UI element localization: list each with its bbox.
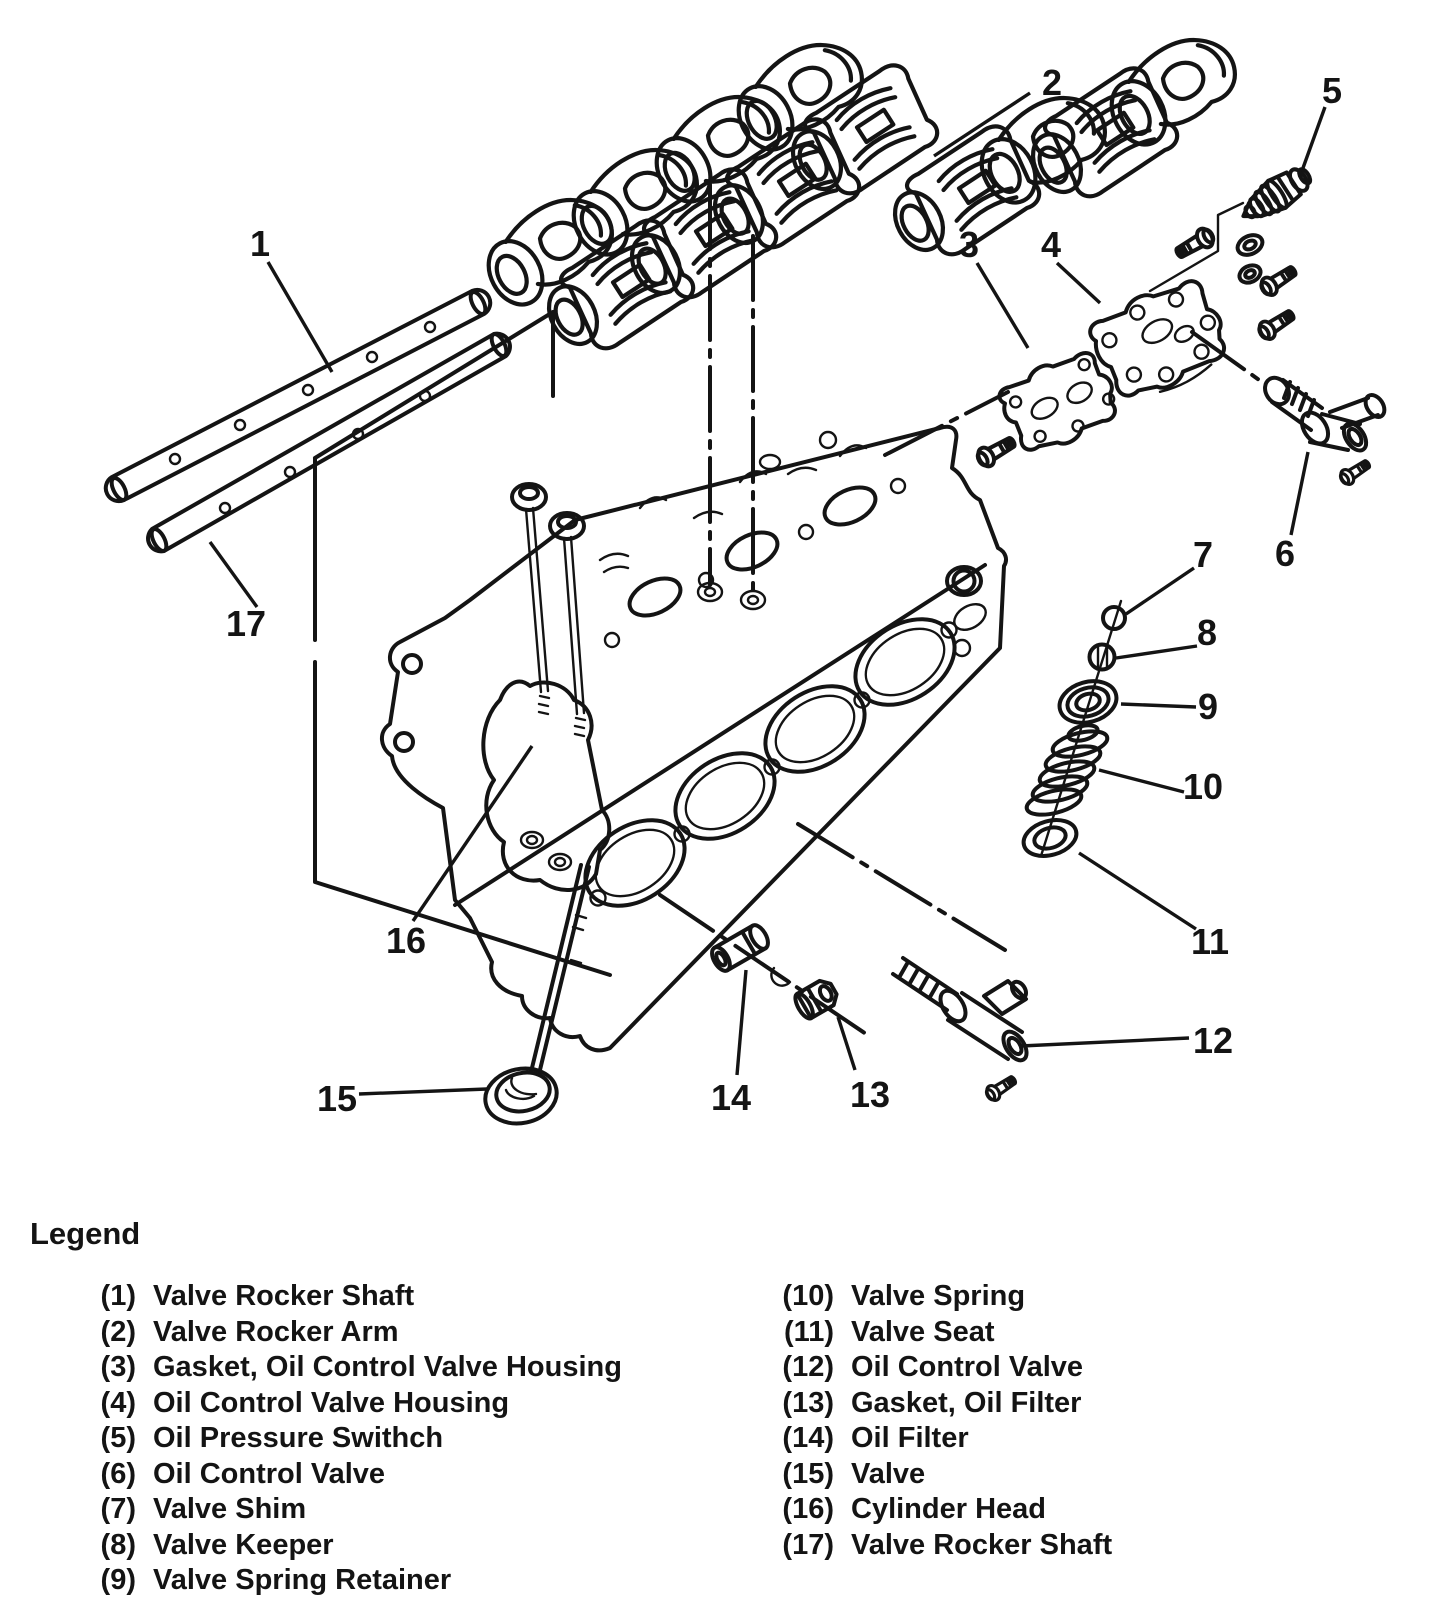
legend-item-number: (10): [782, 1280, 834, 1312]
legend-item: [58, 1315, 622, 1351]
legend-item-label: Valve Spring: [851, 1280, 1026, 1312]
legend-item-number: (15): [782, 1457, 834, 1490]
callout-number-10: 10: [1182, 766, 1224, 807]
legend-item: [756, 1350, 1112, 1386]
cylinder-head: [382, 427, 1006, 1051]
legend-column-right: [756, 1279, 1112, 1563]
legend-item-label: Valve: [851, 1457, 926, 1490]
legend-item: [756, 1492, 1112, 1528]
legend-item: [58, 1350, 622, 1386]
valve-spring: [1024, 723, 1110, 820]
callout-number-3: 3: [958, 224, 980, 265]
legend-item-label: Valve Keeper: [153, 1528, 334, 1561]
legend-item: [756, 1315, 1112, 1351]
callout-number-1: 1: [249, 223, 271, 264]
legend-item-label: Valve Rocker Arm: [153, 1315, 399, 1348]
legend-item: [58, 1563, 622, 1599]
callout-17-leader: [210, 542, 257, 607]
fastener-cluster: [1234, 231, 1299, 342]
callout-3-leader: [977, 263, 1028, 348]
valve-keeper: [1090, 645, 1115, 670]
valve-rocker-arm-cluster: [473, 23, 1249, 367]
legend-item-number: (2): [100, 1315, 136, 1348]
legend-item-number: (8): [100, 1528, 136, 1561]
housing-bolt-lower: [974, 433, 1018, 470]
legend-item: [756, 1457, 1112, 1493]
callout-number-7: 7: [1192, 534, 1214, 575]
callout-number-16: 16: [385, 920, 427, 961]
oil-pressure-switch: [1235, 161, 1317, 230]
callout-number-13: 13: [849, 1074, 891, 1115]
legend-item-number: (11): [784, 1315, 834, 1348]
oil-filter-gasket-plug: [792, 977, 841, 1021]
legend-item-label: Oil Control Valve: [153, 1457, 386, 1490]
callout-number-8: 8: [1196, 612, 1218, 653]
legend-item: [58, 1386, 622, 1422]
legend-item: [756, 1528, 1112, 1564]
legend-item: [58, 1492, 622, 1528]
callout-number-11: 11: [1190, 921, 1230, 962]
legend-item-number: (14): [782, 1422, 834, 1454]
callout-number-4: 4: [1040, 224, 1062, 265]
legend-item: [756, 1279, 1112, 1315]
valve-train-stack: [1019, 601, 1125, 862]
legend-item-number: (7): [100, 1493, 136, 1525]
callout-15-leader: [359, 1089, 487, 1094]
legend-item: [756, 1386, 1112, 1422]
ocv-housing: [1083, 267, 1239, 413]
callout-10-leader: [1099, 770, 1184, 792]
legend-item-label: Cylinder Head: [851, 1493, 1046, 1525]
callout-number-17: 17: [225, 603, 267, 644]
valve-spring-retainer: [1055, 675, 1122, 729]
legend-heading: Legend: [30, 1216, 141, 1251]
legend-item-label: Oil Pressure Swithch: [153, 1422, 444, 1454]
legend-item-label: Valve Rocker Shaft: [851, 1528, 1113, 1561]
callout-5-leader: [1303, 107, 1325, 168]
callout-11-leader: [1079, 853, 1196, 929]
legend-item: [58, 1457, 622, 1493]
callout-1-leader: [268, 262, 332, 372]
legend-item-label: Oil Control Valve Housing: [153, 1386, 510, 1419]
callout-number-12: 12: [1192, 1020, 1234, 1061]
callout-6-leader: [1291, 452, 1308, 535]
legend-item-number: (9): [100, 1564, 136, 1596]
legend-item: [756, 1421, 1112, 1457]
oil-control-valve-upper: [1260, 373, 1388, 487]
legend-item-label: Gasket, Oil Filter: [851, 1386, 1082, 1419]
legend-item-number: (13): [782, 1386, 834, 1419]
valve-seat: [1019, 814, 1080, 862]
callout-8-leader: [1116, 646, 1197, 658]
legend-item-label: Valve Rocker Shaft: [153, 1280, 415, 1312]
callout-number-6: 6: [1274, 533, 1296, 574]
oil-control-valve-lower: [893, 958, 1031, 1103]
legend-item-label: Gasket, Oil Control Valve Housing: [153, 1351, 622, 1383]
callout-number-14: 14: [710, 1077, 752, 1118]
callout-14-leader: [737, 970, 746, 1075]
legend-item-label: Valve Seat: [851, 1315, 995, 1348]
legend-item-number: (16): [782, 1493, 834, 1525]
callout-12-leader: [1021, 1038, 1189, 1046]
legend-item-label: Oil Filter: [851, 1422, 969, 1454]
legend-item-number: (12): [782, 1351, 834, 1383]
legend-item-label: Oil Control Valve: [851, 1351, 1084, 1383]
callout-number-15: 15: [316, 1078, 358, 1119]
legend-item-number: (17): [782, 1528, 834, 1561]
callout-number-2: 2: [1041, 62, 1063, 103]
callout-number-5: 5: [1321, 70, 1343, 111]
legend-item: [58, 1279, 622, 1315]
legend-item: [58, 1528, 622, 1564]
legend-column-left: [58, 1279, 622, 1599]
legend-item-label: Valve Shim: [153, 1493, 307, 1525]
legend-item-number: (5): [100, 1422, 136, 1454]
callout-number-9: 9: [1197, 686, 1219, 727]
switch-feed-line: [1150, 203, 1243, 291]
legend-item-label: Valve Spring Retainer: [153, 1564, 452, 1596]
projection-centerlines: [660, 185, 1262, 1038]
legend-item: [58, 1421, 622, 1457]
legend-item-number: (1): [100, 1280, 136, 1312]
callout-7-leader: [1126, 568, 1194, 614]
legend-item-number: (6): [100, 1457, 136, 1490]
valve: [480, 865, 589, 1130]
legend-item-number: (3): [100, 1351, 136, 1383]
callout-9-leader: [1121, 704, 1196, 707]
legend-item-number: (4): [100, 1386, 136, 1419]
callout-4-leader: [1057, 263, 1100, 303]
